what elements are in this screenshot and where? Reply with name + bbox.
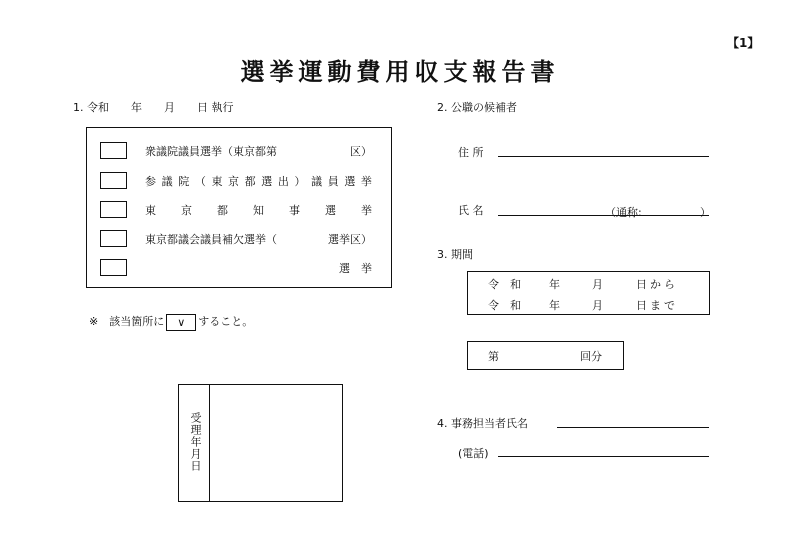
- receipt-stamp-area[interactable]: [212, 387, 341, 500]
- period-to-month: 月: [592, 299, 603, 312]
- report-count-prefix: 第: [488, 350, 499, 363]
- checkbox-metropolitan-by-election[interactable]: [100, 230, 127, 247]
- page-title: 選挙運動費用収支報告書: [240, 58, 560, 86]
- period-from-era: 令 和: [488, 278, 521, 291]
- checkbox-house-of-councillors[interactable]: [100, 172, 127, 189]
- receipt-box-divider: [209, 385, 210, 501]
- name-label: 氏 名: [458, 204, 484, 217]
- period-from-day: 日から: [636, 278, 678, 291]
- checkbox-governor[interactable]: [100, 201, 127, 218]
- check-instruction-note: ※ 該当箇所に ∨ すること。: [89, 315, 254, 329]
- period-to-era: 令 和: [488, 299, 521, 312]
- clerk-section-label: 4. 事務担当者氏名: [437, 417, 528, 430]
- checkbox-other-election[interactable]: [100, 259, 127, 276]
- election-option-governor: 東 京 都 知 事 選 挙: [145, 204, 372, 217]
- period-to-year: 年: [549, 299, 560, 312]
- election-date-label: 1. 令和 年 月 日 執行: [73, 101, 234, 114]
- election-option-house-of-councillors: 参 議 院 （ 東 京 都 選 出 ） 議 員 選 挙: [145, 175, 372, 188]
- candidate-section-label: 2. 公職の候補者: [437, 101, 517, 114]
- page-number: 【1】: [727, 36, 760, 50]
- period-to-day: 日まで: [636, 299, 678, 312]
- phone-input-line[interactable]: [498, 456, 709, 457]
- period-section-label: 3. 期間: [437, 248, 473, 261]
- election-option-house-of-representatives: 衆議院議員選挙（東京都第 区）: [145, 145, 372, 158]
- address-input-line[interactable]: [498, 156, 709, 157]
- name-input-line[interactable]: [498, 215, 709, 216]
- clerk-name-input-line[interactable]: [557, 427, 709, 428]
- phone-label: (電話): [458, 447, 489, 460]
- report-count-suffix: 回分: [580, 350, 602, 363]
- alias-close-label: ）: [700, 206, 711, 219]
- address-label: 住 所: [458, 146, 484, 159]
- election-option-other: 選 挙: [339, 262, 372, 275]
- period-from-year: 年: [549, 278, 560, 291]
- checkbox-house-of-representatives[interactable]: [100, 142, 127, 159]
- check-mark-sample: ∨: [166, 314, 196, 331]
- election-option-metropolitan-by-election: 東京都議会議員補欠選挙（ 選挙区）: [145, 233, 372, 246]
- receipt-date-label: 受理年月日: [189, 412, 202, 472]
- period-from-month: 月: [592, 278, 603, 291]
- alias-open-label: （通称:: [605, 206, 642, 219]
